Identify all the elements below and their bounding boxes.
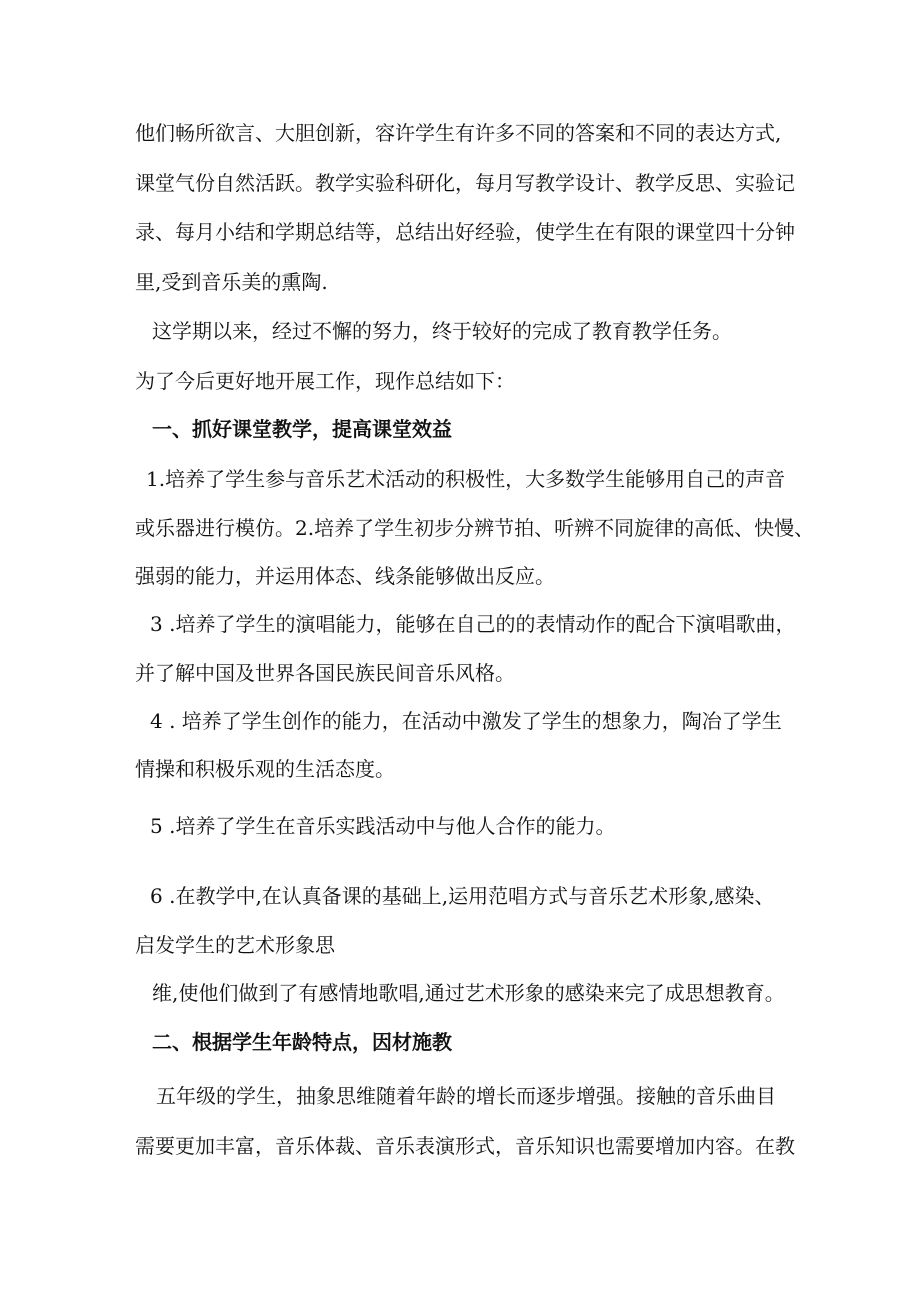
paragraph-line: 情操和积极乐观的生活态度。 — [135, 757, 395, 781]
paragraph-line: 或乐器进行模仿。2.培养了学生初步分辨节拍、听辨不同旋律的高低、快慢、 — [135, 516, 815, 540]
paragraph-line: 需要更加丰富，音乐体裁、音乐表演形式，音乐知识也需要增加内容。在教 — [135, 1134, 795, 1158]
paragraph-line: 并了解中国及世界各国民族民间音乐风格。 — [135, 661, 515, 685]
paragraph-line: 他们畅所欲言、大胆创新，容许学生有许多不同的答案和不同的表达方式, — [135, 121, 782, 145]
paragraph-line: 6 .在教学中,在认真备课的基础上,运用范唱方式与音乐艺术形象,感染、 — [150, 884, 775, 908]
paragraph-line: 课堂气份自然活跃。教学实验科研化，每月写教学设计、教学反思、实验记 — [135, 171, 795, 195]
paragraph-line: 维,使他们做到了有感情地歌唱,通过艺术形象的感染来完了成思想教育。 — [152, 981, 785, 1005]
section-heading: 一、抓好课堂教学，提高课堂效益 — [152, 417, 452, 441]
paragraph-line: 强弱的能力，并运用体态、线条能够做出反应。 — [135, 564, 555, 588]
paragraph-line: 五年级的学生，抽象思维随着年龄的增长而逐步增强。接触的音乐曲目 — [156, 1084, 776, 1108]
paragraph-line: 1.培养了学生参与音乐艺术活动的积极性，大多数学生能够用自己的声音 — [146, 467, 786, 491]
paragraph-line: 这学期以来，经过不懈的努力，终于较好的完成了教育教学任务。 — [152, 319, 732, 343]
paragraph-line: 启发学生的艺术形象思 — [135, 933, 335, 957]
paragraph-line: 为了今后更好地开展工作，现作总结如下： — [135, 369, 515, 393]
paragraph-line: 3 .培养了学生的演唱能力，能够在自己的的表情动作的配合下演唱歌曲， — [150, 612, 796, 636]
section-heading: 二、根据学生年龄特点，因材施教 — [152, 1030, 452, 1054]
paragraph-line: 录、每月小结和学期总结等，总结出好经验，使学生在有限的课堂四十分钟 — [135, 220, 795, 244]
paragraph-line: 5 .培养了学生在音乐实践活动中与他人合作的能力。 — [150, 814, 616, 838]
paragraph-line: 里,受到音乐美的熏陶. — [135, 270, 328, 294]
paragraph-line: 4 . 培养了学生创作的能力，在活动中激发了学生的想象力，陶冶了学生 — [150, 709, 782, 733]
